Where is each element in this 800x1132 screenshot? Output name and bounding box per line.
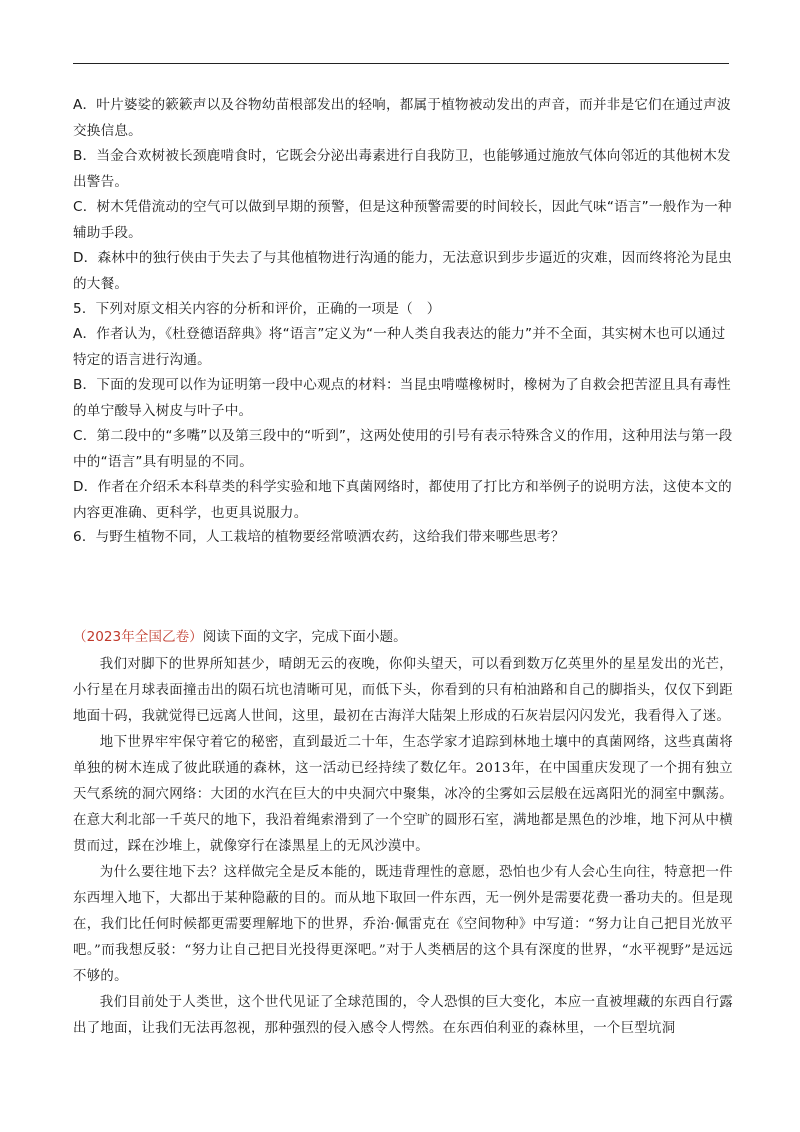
q5-option-c: C．第二段中的“多嘴”以及第三段中的“听到”，这两处使用的引号有表示特殊含义的作用，这种用法与第一段中的“语言”具有明显的不同。 bbox=[73, 428, 733, 470]
q6-stem: 6．与野生植物不同，人工栽培的植物要经常喷洒农药，这给我们带来哪些思考？ bbox=[73, 529, 565, 545]
reading-passage bbox=[73, 652, 733, 1042]
reading-instruction: 阅读下面的文字，完成下面小题。 bbox=[202, 629, 407, 645]
passage-source-line bbox=[73, 626, 407, 648]
header-rule bbox=[73, 63, 729, 64]
exam-source-tag: （2023年全国乙卷） bbox=[73, 629, 203, 645]
q5-stem: 5．下列对原文相关内容的分析和评价，正确的一项是（ ） bbox=[73, 301, 441, 317]
q5-option-d: D．作者在介绍禾本科草类的科学实验和地下真菌网络时，都使用了打比方和举例子的说明方法，这使本文的内容更准确、更科学，也更具说服力。 bbox=[73, 479, 732, 521]
passage-paragraph: 我们对脚下的世界所知甚少，晴朗无云的夜晚，你仰头望天，可以看到数万亿英里外的星星发出的光芒，小行星在月球表面撞击出的陨石坑也清晰可见，而低下头，你看到的只有柏油路和自己的脚指头，仅仅下到距地面十码，我就觉得已远离人世间，这里，最初在古海洋大陆架上形成的石灰岩层闪闪发光，我看得入了迷。 bbox=[73, 657, 733, 724]
passage-paragraph: 我们目前处于人类世，这个世代见证了全球范围的，令人恐惧的巨大变化，本应一直被埋藏的东西自行露出了地面，让我们无法再忽视，那种强烈的侵入感令人愕然。在东西伯利亚的森林里，一个巨型坑洞 bbox=[73, 995, 733, 1036]
q4-option-d: D．森林中的独行侠由于失去了与其他植物进行沟通的能力，无法意识到步步逼近的灾难，因而终将沦为昆虫的大餐。 bbox=[73, 250, 732, 292]
q4-option-c: C．树木凭借流动的空气可以做到早期的预警，但是这种预警需要的时间较长，因此气味“语言”一般作为一种辅助手段。 bbox=[73, 199, 732, 241]
q4-option-a: A．叶片婆娑的簌簌声以及谷物幼苗根部发出的轻响，都属于植物被动发出的声音，而并非是它们在通过声波交换信息。 bbox=[73, 97, 731, 139]
q5-option-a: A．作者认为，《杜登德语辞典》将“语言”定义为“一种人类自我表达的能力”并不全面，其实树木也可以通过特定的语言进行沟通。 bbox=[73, 326, 726, 368]
q5-option-b: B．下面的发现可以作为证明第一段中心观点的材料：当昆虫啃噬橡树时，橡树为了自救会把苦涩且具有毒性的单宁酸导入树皮与叶子中。 bbox=[73, 377, 731, 419]
passage-paragraph: 为什么要往地下去？这样做完全是反本能的，既违背理性的意愿，恐怕也少有人会心生向往，特意把一件东西埋入地下，大都出于某种隐蔽的目的。而从地下取回一件东西，无一例外是需要花费一番功夫的。但是现在，我们比任何时候都更需要理解地下的世界，乔治·佩雷克在《空间物种》中写道：“努力让自己把目光放平吧。”而我想反驳：“努力让自己把目光投得更深吧。”对于人类栖居的这个具有深度的世界，“水平视野”是远远不够的。 bbox=[73, 865, 733, 984]
passage-paragraph: 地下世界牢牢保守着它的秘密，直到最近二十年，生态学家才追踪到林地土壤中的真菌网络，这些真菌将单独的树木连成了彼此联通的森林，这一活动已经持续了数亿年。2013年，在中国重庆发现了一个拥有独立天气系统的洞穴网络：大团的水汽在巨大的中央洞穴中聚集，冰冷的尘雾如云层般在远离阳光的洞室中飘荡。在意大利北部一千英尺的地下，我沿着绳索滑到了一个空旷的圆形石室，满地都是黑色的沙堆，地下河从中横贯而过，踩在沙堆上，就像穿行在漆黑星上的无风沙漠中。 bbox=[73, 735, 733, 854]
q4-option-b: B．当金合欢树被长颈鹿啃食时，它既会分泌出毒素进行自我防卫，也能够通过施放气体向邻近的其他树木发出警告。 bbox=[73, 148, 731, 190]
